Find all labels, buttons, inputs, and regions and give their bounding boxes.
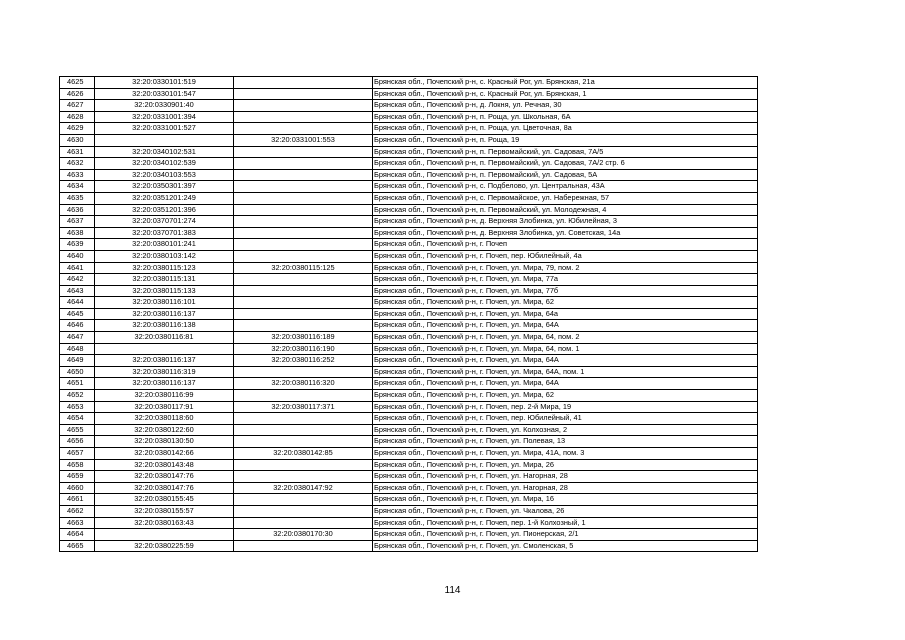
- sub-cadastral-number-cell: 32:20:0380116:189: [234, 332, 373, 344]
- address-cell: Брянская обл., Почепский р-н, п. Роща, ул. Школьная, 6А: [373, 111, 758, 123]
- address-cell: Брянская обл., Почепский р-н, г. Почеп, ул. Колхозная, 2: [373, 424, 758, 436]
- address-cell: Брянская обл., Почепский р-н, г. Почеп, ул. Мира, 64а: [373, 308, 758, 320]
- table-row: [60, 401, 758, 413]
- sub-cadastral-number-cell: [234, 517, 373, 529]
- address-cell: Брянская обл., Почепский р-н, г. Почеп, ул. Нагорная, 28: [373, 482, 758, 494]
- cadastral-number-cell: 32:20:0380147:76: [95, 482, 234, 494]
- cadastral-number-cell: 32:20:0380142:66: [95, 448, 234, 460]
- sub-cadastral-number-cell: [234, 366, 373, 378]
- row-number-cell: 4647: [60, 332, 95, 344]
- cadastral-number-cell: 32:20:0380116:319: [95, 366, 234, 378]
- address-cell: Брянская обл., Почепский р-н, г. Почеп, ул. Мира, 64А: [373, 378, 758, 390]
- address-cell: Брянская обл., Почепский р-н, п. Первомайский, ул. Садовая, 5А: [373, 169, 758, 181]
- row-number-cell: 4659: [60, 471, 95, 483]
- row-number-cell: 4629: [60, 123, 95, 135]
- sub-cadastral-number-cell: [234, 181, 373, 193]
- row-number-cell: 4649: [60, 355, 95, 367]
- address-cell: Брянская обл., Почепский р-н, г. Почеп, ул. Мира, 26: [373, 459, 758, 471]
- sub-cadastral-number-cell: [234, 413, 373, 425]
- row-number-cell: 4637: [60, 216, 95, 228]
- row-number-cell: 4653: [60, 401, 95, 413]
- sub-cadastral-number-cell: 32:20:0380116:190: [234, 343, 373, 355]
- table-row: [60, 123, 758, 135]
- cadastral-number-cell: 32:20:0351201:396: [95, 204, 234, 216]
- cadastral-number-cell: [95, 134, 234, 146]
- table-row: [60, 274, 758, 286]
- cadastral-number-cell: 32:20:0340103:553: [95, 169, 234, 181]
- address-cell: Брянская обл., Почепский р-н, г. Почеп, ул. Нагорная, 28: [373, 471, 758, 483]
- cadastral-number-cell: 32:20:0380116:137: [95, 308, 234, 320]
- row-number-cell: 4644: [60, 297, 95, 309]
- table-row: [60, 390, 758, 402]
- row-number-cell: 4634: [60, 181, 95, 193]
- table-row: [60, 169, 758, 181]
- row-number-cell: 4628: [60, 111, 95, 123]
- sub-cadastral-number-cell: [234, 239, 373, 251]
- cadastral-number-cell: 32:20:0330101:547: [95, 88, 234, 100]
- address-cell: Брянская обл., Почепский р-н, г. Почеп, ул. Мира, 77б: [373, 285, 758, 297]
- table-row: [60, 448, 758, 460]
- address-cell: Брянская обл., Почепский р-н, г. Почеп, ул. Смоленская, 5: [373, 540, 758, 552]
- table-row: [60, 459, 758, 471]
- sub-cadastral-number-cell: 32:20:0380116:320: [234, 378, 373, 390]
- table-row: [60, 181, 758, 193]
- cadastral-number-cell: 32:20:0380147:76: [95, 471, 234, 483]
- table-row: [60, 424, 758, 436]
- row-number-cell: 4633: [60, 169, 95, 181]
- table-row: [60, 146, 758, 158]
- address-cell: Брянская обл., Почепский р-н, г. Почеп, ул. Мира, 64А: [373, 355, 758, 367]
- cadastral-number-cell: 32:20:0330901:40: [95, 100, 234, 112]
- address-cell: Брянская обл., Почепский р-н, п. Первомайский, ул. Молодежная, 4: [373, 204, 758, 216]
- row-number-cell: 4640: [60, 250, 95, 262]
- row-number-cell: 4626: [60, 88, 95, 100]
- row-number-cell: 4650: [60, 366, 95, 378]
- table-row: [60, 204, 758, 216]
- cadastral-number-cell: 32:20:0380143:48: [95, 459, 234, 471]
- row-number-cell: 4646: [60, 320, 95, 332]
- cadastral-number-cell: 32:20:0380116:81: [95, 332, 234, 344]
- row-number-cell: 4660: [60, 482, 95, 494]
- sub-cadastral-number-cell: 32:20:0380170:30: [234, 529, 373, 541]
- table-row: [60, 413, 758, 425]
- address-cell: Брянская обл., Почепский р-н, с. Красный Рог, ул. Брянская, 21а: [373, 77, 758, 89]
- row-number-cell: 4662: [60, 505, 95, 517]
- cadastral-number-cell: 32:20:0380116:99: [95, 390, 234, 402]
- address-cell: Брянская обл., Почепский р-н, г. Почеп, ул. Мира, 41А, пом. 3: [373, 448, 758, 460]
- cadastral-number-cell: 32:20:0380225:59: [95, 540, 234, 552]
- sub-cadastral-number-cell: [234, 505, 373, 517]
- sub-cadastral-number-cell: 32:20:0380142:85: [234, 448, 373, 460]
- cadastral-number-cell: 32:20:0380122:60: [95, 424, 234, 436]
- sub-cadastral-number-cell: [234, 192, 373, 204]
- row-number-cell: 4641: [60, 262, 95, 274]
- address-cell: Брянская обл., Почепский р-н, г. Почеп, ул. Мира, 77а: [373, 274, 758, 286]
- row-number-cell: 4627: [60, 100, 95, 112]
- cadastral-number-cell: 32:20:0380116:137: [95, 378, 234, 390]
- sub-cadastral-number-cell: [234, 100, 373, 112]
- row-number-cell: 4631: [60, 146, 95, 158]
- address-cell: Брянская обл., Почепский р-н, д. Верхняя Злобинка, ул. Юбилейная, 3: [373, 216, 758, 228]
- cadastral-number-cell: 32:20:0380118:60: [95, 413, 234, 425]
- cadastral-number-cell: [95, 343, 234, 355]
- sub-cadastral-number-cell: [234, 471, 373, 483]
- registry-table: [59, 76, 758, 552]
- table-row: [60, 285, 758, 297]
- table-row: [60, 262, 758, 274]
- cadastral-number-cell: 32:20:0380103:142: [95, 250, 234, 262]
- row-number-cell: 4664: [60, 529, 95, 541]
- row-number-cell: 4636: [60, 204, 95, 216]
- address-cell: Брянская обл., Почепский р-н, г. Почеп, ул. Мира, 64А, пом. 1: [373, 366, 758, 378]
- row-number-cell: 4652: [60, 390, 95, 402]
- row-number-cell: 4663: [60, 517, 95, 529]
- table-row: [60, 366, 758, 378]
- cadastral-number-cell: 32:20:0330101:519: [95, 77, 234, 89]
- address-cell: Брянская обл., Почепский р-н, п. Первомайский, ул. Садовая, 7А/5: [373, 146, 758, 158]
- cadastral-number-cell: 32:20:0370701:383: [95, 227, 234, 239]
- cadastral-number-cell: 32:20:0351201:249: [95, 192, 234, 204]
- address-cell: Брянская обл., Почепский р-н, д. Локня, ул. Речная, 30: [373, 100, 758, 112]
- address-cell: Брянская обл., Почепский р-н, г. Почеп, пер. Юбилейный, 4а: [373, 250, 758, 262]
- table-row: [60, 88, 758, 100]
- sub-cadastral-number-cell: 32:20:0380116:252: [234, 355, 373, 367]
- address-cell: Брянская обл., Почепский р-н, г. Почеп, ул. Мира, 16: [373, 494, 758, 506]
- cadastral-number-cell: 32:20:0380163:43: [95, 517, 234, 529]
- sub-cadastral-number-cell: [234, 320, 373, 332]
- cadastral-number-cell: 32:20:0380130:50: [95, 436, 234, 448]
- row-number-cell: 4657: [60, 448, 95, 460]
- table-row: [60, 494, 758, 506]
- sub-cadastral-number-cell: [234, 494, 373, 506]
- table-row: [60, 250, 758, 262]
- sub-cadastral-number-cell: [234, 540, 373, 552]
- address-cell: Брянская обл., Почепский р-н, г. Почеп, ул. Мира, 64, пом. 1: [373, 343, 758, 355]
- address-cell: Брянская обл., Почепский р-н, п. Роща, ул. Цветочная, 8а: [373, 123, 758, 135]
- sub-cadastral-number-cell: [234, 88, 373, 100]
- address-cell: Брянская обл., Почепский р-н, г. Почеп, ул. Мира, 79, пом. 2: [373, 262, 758, 274]
- row-number-cell: 4642: [60, 274, 95, 286]
- table-row: [60, 227, 758, 239]
- sub-cadastral-number-cell: [234, 111, 373, 123]
- cadastral-number-cell: 32:20:0340102:531: [95, 146, 234, 158]
- sub-cadastral-number-cell: [234, 77, 373, 89]
- cadastral-number-cell: 32:20:0380116:101: [95, 297, 234, 309]
- sub-cadastral-number-cell: [234, 390, 373, 402]
- address-cell: Брянская обл., Почепский р-н, г. Почеп, пер. 2-й Мира, 19: [373, 401, 758, 413]
- row-number-cell: 4665: [60, 540, 95, 552]
- sub-cadastral-number-cell: [234, 204, 373, 216]
- address-cell: Брянская обл., Почепский р-н, г. Почеп, ул. Пионерская, 2/1: [373, 529, 758, 541]
- sub-cadastral-number-cell: [234, 169, 373, 181]
- cadastral-number-cell: 32:20:0380116:137: [95, 355, 234, 367]
- cadastral-number-cell: 32:20:0380155:45: [95, 494, 234, 506]
- sub-cadastral-number-cell: 32:20:0380147:92: [234, 482, 373, 494]
- row-number-cell: 4654: [60, 413, 95, 425]
- address-cell: Брянская обл., Почепский р-н, г. Почеп, ул. Мира, 62: [373, 297, 758, 309]
- row-number-cell: 4632: [60, 158, 95, 170]
- address-cell: Брянская обл., Почепский р-н, г. Почеп, ул. Мира, 64А: [373, 320, 758, 332]
- sub-cadastral-number-cell: [234, 146, 373, 158]
- table-row: [60, 332, 758, 344]
- row-number-cell: 4648: [60, 343, 95, 355]
- sub-cadastral-number-cell: 32:20:0380117:371: [234, 401, 373, 413]
- address-cell: Брянская обл., Почепский р-н, г. Почеп, ул. Полевая, 13: [373, 436, 758, 448]
- sub-cadastral-number-cell: [234, 123, 373, 135]
- cadastral-number-cell: 32:20:0380115:133: [95, 285, 234, 297]
- sub-cadastral-number-cell: [234, 459, 373, 471]
- table-row: [60, 100, 758, 112]
- table-row: [60, 482, 758, 494]
- table-row: [60, 378, 758, 390]
- table-row: [60, 471, 758, 483]
- cadastral-number-cell: 32:20:0331001:394: [95, 111, 234, 123]
- cadastral-number-cell: 32:20:0380115:123: [95, 262, 234, 274]
- cadastral-number-cell: 32:20:0380116:138: [95, 320, 234, 332]
- cadastral-number-cell: 32:20:0380155:57: [95, 505, 234, 517]
- page-number: 114: [444, 585, 461, 596]
- table-row: [60, 517, 758, 529]
- sub-cadastral-number-cell: [234, 274, 373, 286]
- table-row: [60, 355, 758, 367]
- table-row: [60, 77, 758, 89]
- address-cell: Брянская обл., Почепский р-н, д. Верхняя Злобинка, ул. Советская, 14а: [373, 227, 758, 239]
- sub-cadastral-number-cell: [234, 297, 373, 309]
- table-row: [60, 320, 758, 332]
- row-number-cell: 4655: [60, 424, 95, 436]
- row-number-cell: 4639: [60, 239, 95, 251]
- table-row: [60, 529, 758, 541]
- cadastral-number-cell: 32:20:0340102:539: [95, 158, 234, 170]
- table-row: [60, 436, 758, 448]
- row-number-cell: 4635: [60, 192, 95, 204]
- table-row: [60, 239, 758, 251]
- table-row: [60, 297, 758, 309]
- row-number-cell: 4645: [60, 308, 95, 320]
- cadastral-number-cell: 32:20:0331001:527: [95, 123, 234, 135]
- row-number-cell: 4630: [60, 134, 95, 146]
- row-number-cell: 4625: [60, 77, 95, 89]
- cadastral-number-cell: 32:20:0350301:397: [95, 181, 234, 193]
- sub-cadastral-number-cell: [234, 436, 373, 448]
- row-number-cell: 4661: [60, 494, 95, 506]
- table-row: [60, 216, 758, 228]
- table-row: [60, 192, 758, 204]
- table-row: [60, 158, 758, 170]
- table-row: [60, 540, 758, 552]
- table-row: [60, 505, 758, 517]
- sub-cadastral-number-cell: [234, 227, 373, 239]
- row-number-cell: 4643: [60, 285, 95, 297]
- address-cell: Брянская обл., Почепский р-н, г. Почеп, ул. Мира, 62: [373, 390, 758, 402]
- registry-table-body: [60, 77, 758, 552]
- sub-cadastral-number-cell: [234, 158, 373, 170]
- address-cell: Брянская обл., Почепский р-н, с. Красный Рог, ул. Брянская, 1: [373, 88, 758, 100]
- address-cell: Брянская обл., Почепский р-н, г. Почеп, пер. Юбилейный, 41: [373, 413, 758, 425]
- row-number-cell: 4658: [60, 459, 95, 471]
- row-number-cell: 4638: [60, 227, 95, 239]
- address-cell: Брянская обл., Почепский р-н, г. Почеп, ул. Чкалова, 26: [373, 505, 758, 517]
- address-cell: Брянская обл., Почепский р-н, с. Первомайское, ул. Набережная, 57: [373, 192, 758, 204]
- sub-cadastral-number-cell: [234, 424, 373, 436]
- table-row: [60, 111, 758, 123]
- address-cell: Брянская обл., Почепский р-н, с. Подбелово, ул. Центральная, 43А: [373, 181, 758, 193]
- cadastral-number-cell: 32:20:0380101:241: [95, 239, 234, 251]
- sub-cadastral-number-cell: [234, 285, 373, 297]
- address-cell: Брянская обл., Почепский р-н, г. Почеп, ул. Мира, 64, пом. 2: [373, 332, 758, 344]
- address-cell: Брянская обл., Почепский р-н, г. Почеп: [373, 239, 758, 251]
- table-row: [60, 308, 758, 320]
- address-cell: Брянская обл., Почепский р-н, п. Роща, 19: [373, 134, 758, 146]
- table-row: [60, 134, 758, 146]
- cadastral-number-cell: [95, 529, 234, 541]
- cadastral-number-cell: 32:20:0380115:131: [95, 274, 234, 286]
- cadastral-number-cell: 32:20:0380117:91: [95, 401, 234, 413]
- sub-cadastral-number-cell: [234, 250, 373, 262]
- sub-cadastral-number-cell: [234, 216, 373, 228]
- address-cell: Брянская обл., Почепский р-н, п. Первомайский, ул. Садовая, 7А/2 стр. 6: [373, 158, 758, 170]
- table-row: [60, 343, 758, 355]
- sub-cadastral-number-cell: [234, 308, 373, 320]
- row-number-cell: 4651: [60, 378, 95, 390]
- cadastral-number-cell: 32:20:0370701:274: [95, 216, 234, 228]
- row-number-cell: 4656: [60, 436, 95, 448]
- sub-cadastral-number-cell: 32:20:0380115:125: [234, 262, 373, 274]
- address-cell: Брянская обл., Почепский р-н, г. Почеп, пер. 1-й Колхозный, 1: [373, 517, 758, 529]
- sub-cadastral-number-cell: 32:20:0331001:553: [234, 134, 373, 146]
